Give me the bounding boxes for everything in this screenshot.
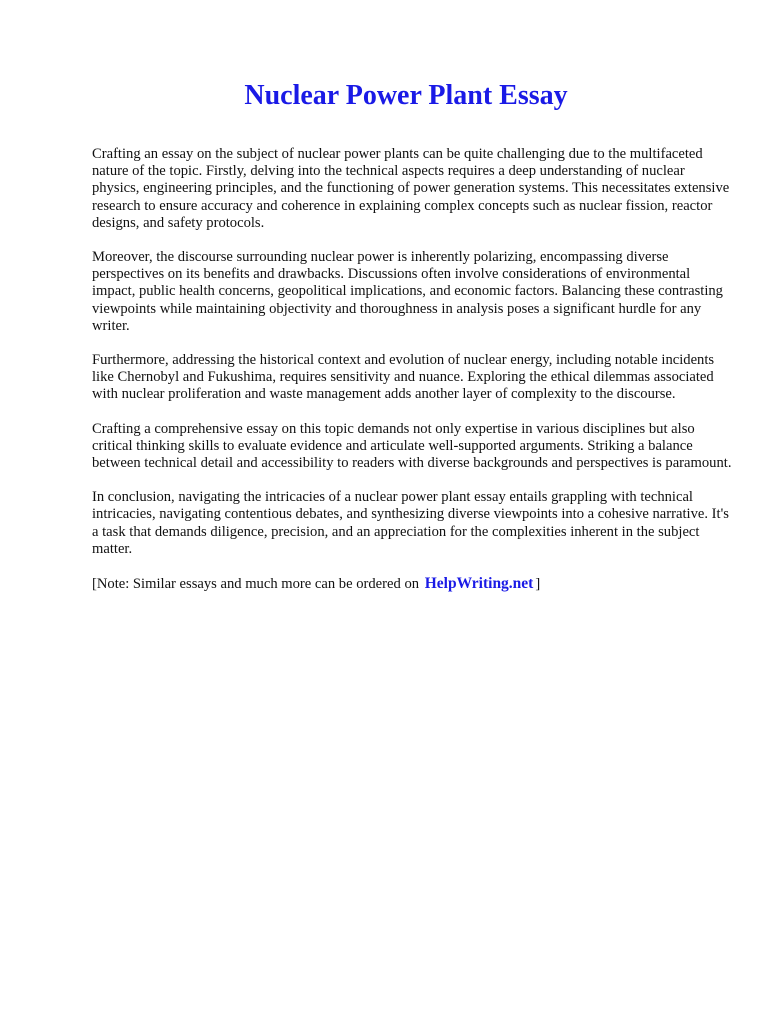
note-suffix: ] [535, 576, 541, 593]
helpwriting-link[interactable]: HelpWriting.net [424, 575, 534, 593]
note-prefix: [Note: Similar essays and much more can be ordered on [92, 576, 420, 593]
essay-body [92, 146, 732, 610]
paragraph-3: Furthermore, addressing the historical context and evolution of nuclear energy, including notable incidents like Chernobyl and Fukushima, requires sensitivity and nuance. Exploring the ethical dilemmas associated with nuclear proliferation and waste management adds another layer of complexity to the discourse. [92, 352, 715, 403]
paragraph-4: Crafting a comprehensive essay on this topic demands not only expertise in various disciplines but also critical thinking skills to evaluate evidence and articulate well-supported arguments. Striking a balance between technical detail and accessibility to readers with diverse backgrounds and perspectives is paramount. [92, 420, 732, 472]
paragraph-1: Crafting an essay on the subject of nuclear power plants can be quite challenging due to the multifaceted nature of the topic. Firstly, delving into the technical aspects requires a deep understanding of nuclear physics, engineering principles, and the functioning of power generation systems. This necessitates extensive research to ensure accuracy and coherence in explaining complex concepts such as nuclear fission, reactor designs, and safety protocols. [92, 146, 730, 231]
paragraph-5: In conclusion, navigating the intricacies of a nuclear power plant essay entails grappling with technical intricacies, navigating contentious debates, and synthesizing diverse viewpoints into a cohesive narrative. It's a task that demands diligence, precision, and an appreciation for the complexities inherent in the subject matter. [92, 489, 729, 557]
paragraph-2: Moreover, the discourse surrounding nuclear power is inherently polarizing, encompassing diverse perspectives on its benefits and drawbacks. Discussions often involve considerations of environmental impact, public health concerns, geopolitical implications, and economic factors. Balancing these contrasting viewpoints while maintaining objectivity and thoroughness in analysis poses a significant hurdle for any writer. [92, 249, 723, 334]
page-title: Nuclear Power Plant Essay [244, 80, 568, 111]
order-note [92, 575, 732, 593]
